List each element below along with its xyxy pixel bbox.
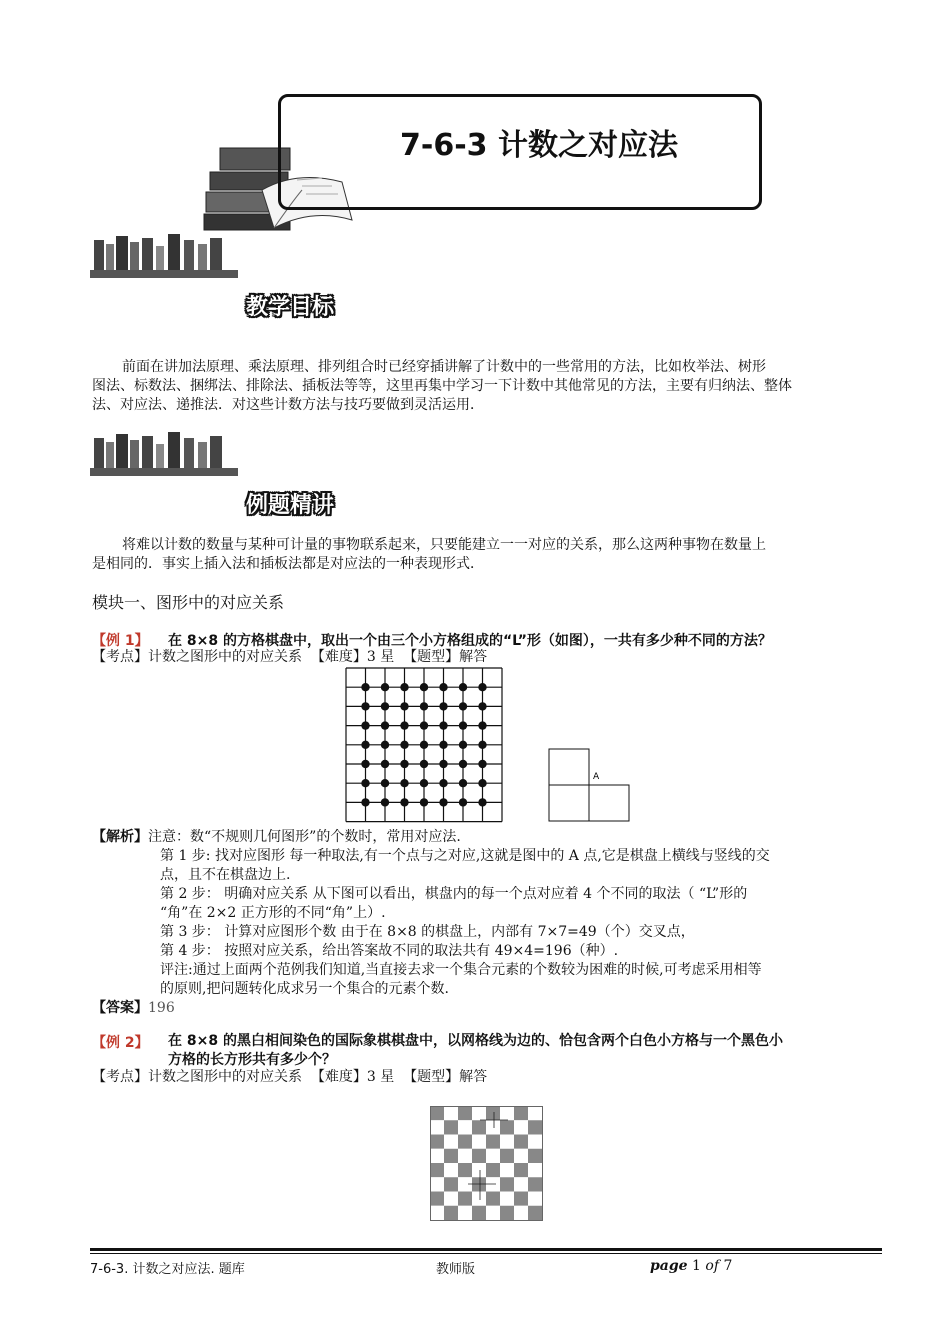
intersection-dot xyxy=(400,798,408,806)
intersection-dot xyxy=(439,741,447,749)
intro-line: 法、对应法、递推法．对这些计数方法与技巧要做到灵活运用． xyxy=(92,397,484,413)
analysis-line: 第 1 步: 找对应图形 每一种取法,有一个点与之对应,这就是图中的 A 点,它是棋盘上横线与竖线的交 xyxy=(160,848,770,864)
intersection-dot xyxy=(439,683,447,691)
analysis-line: 点，且不在棋盘边上. xyxy=(160,867,291,883)
checker-square xyxy=(528,1177,542,1191)
checker-square xyxy=(528,1106,542,1120)
checker-square xyxy=(458,1120,472,1134)
checker-square xyxy=(500,1120,514,1134)
footer-rule xyxy=(90,1253,882,1254)
intersection-dot xyxy=(420,683,428,691)
intersection-dot xyxy=(420,721,428,729)
checker-square xyxy=(458,1192,472,1206)
checker-square xyxy=(500,1192,514,1206)
lead-paragraph xyxy=(92,536,892,574)
checker-square xyxy=(458,1135,472,1149)
analysis-line: “角”在 2×2 正方形的不同“角”上）. xyxy=(160,905,386,921)
checker-square xyxy=(514,1163,528,1177)
checker-square xyxy=(500,1106,514,1120)
intersection-dot xyxy=(478,741,486,749)
answer-tag: 【答案】 xyxy=(92,1000,148,1016)
intersection-dot xyxy=(459,779,467,787)
checker-square xyxy=(528,1206,542,1220)
checker-square xyxy=(472,1120,486,1134)
intersection-dot xyxy=(361,702,369,710)
question-line: 在 8×8 的黑白相间染色的国际象棋棋盘中，以网格线为边的、恰包含两个白色小方格与一个黑色小 xyxy=(168,1033,783,1049)
lead-line: 将难以计数的数量与某种可计量的事物联系起来，只要能建立一一对应的关系，那么这两种事物在数量上 xyxy=(122,537,766,553)
checker-square xyxy=(444,1149,458,1163)
lead-line: 是相同的．事实上插入法和插板法都是对应法的一种表现形式． xyxy=(92,556,484,572)
intersection-dot xyxy=(478,683,486,691)
module-heading: 模块一、图形中的对应关系 xyxy=(92,593,285,612)
intro-paragraph xyxy=(92,358,892,415)
checker-square xyxy=(444,1163,458,1177)
checker-square xyxy=(486,1163,500,1177)
checker-square xyxy=(500,1177,514,1191)
checker-square xyxy=(444,1120,458,1134)
intersection-dot xyxy=(400,760,408,768)
intersection-dot xyxy=(381,760,389,768)
intersection-dot xyxy=(478,721,486,729)
checker-square xyxy=(514,1120,528,1134)
intersection-dot xyxy=(400,779,408,787)
example-1-question: 在 8×8 的方格棋盘中，取出一个由三个小方格组成的“L”形（如图），一共有多少种不同的方法？ xyxy=(168,633,772,649)
checker-square xyxy=(500,1163,514,1177)
example-2-tag: 【例 2】 xyxy=(92,1035,149,1051)
intersection-dot xyxy=(381,798,389,806)
analysis-line: 第 4 步： 按照对应关系，给出答案故不同的取法共有 49×4=196（种）. xyxy=(160,943,619,959)
checker-square xyxy=(486,1192,500,1206)
shelf-books-icon xyxy=(90,232,238,280)
intersection-dot xyxy=(459,741,467,749)
checker-square xyxy=(458,1163,472,1177)
checker-square xyxy=(444,1192,458,1206)
checker-square xyxy=(430,1177,444,1191)
checker-square xyxy=(430,1149,444,1163)
checker-square xyxy=(430,1163,444,1177)
section-examples-label: 例题精讲 xyxy=(246,493,335,518)
checker-square xyxy=(430,1120,444,1134)
checker-square xyxy=(528,1163,542,1177)
page-title: 7-6-3 计数之对应法 xyxy=(400,128,678,163)
footer-rule xyxy=(90,1248,882,1251)
checker-square xyxy=(458,1149,472,1163)
checker-square xyxy=(430,1192,444,1206)
checker-square xyxy=(500,1206,514,1220)
point-a-label: A xyxy=(593,772,600,782)
checker-square xyxy=(514,1149,528,1163)
checker-square xyxy=(528,1135,542,1149)
intro-line: 前面在讲加法原理、乘法原理、排列组合时已经穿插讲解了计数中的一些常用的方法，比如枚举法、树形 xyxy=(122,359,766,375)
checker-square xyxy=(514,1177,528,1191)
checker-square xyxy=(472,1163,486,1177)
intersection-dot xyxy=(381,683,389,691)
intersection-dot xyxy=(361,683,369,691)
intersection-dot xyxy=(361,760,369,768)
checker-square xyxy=(444,1106,458,1120)
section-goal-label: 教学目标 xyxy=(246,295,335,320)
example-2-meta: 【考点】计数之图形中的对应关系 【难度】3 星 【题型】解答 xyxy=(92,1069,488,1085)
intersection-dot xyxy=(361,798,369,806)
intersection-dot xyxy=(478,798,486,806)
example-2-question xyxy=(168,1032,783,1070)
intersection-dot xyxy=(381,779,389,787)
analysis-tag: 【解析】 xyxy=(92,829,148,845)
checker-square xyxy=(514,1192,528,1206)
intersection-dot xyxy=(400,683,408,691)
footer-page-number: page 1 of 7 xyxy=(650,1258,733,1274)
intersection-dot xyxy=(459,683,467,691)
checker-square xyxy=(444,1135,458,1149)
intersection-dot xyxy=(439,702,447,710)
intersection-dot xyxy=(400,702,408,710)
checker-square xyxy=(514,1106,528,1120)
example-1-analysis xyxy=(92,828,892,1018)
intersection-dot xyxy=(478,779,486,787)
chessboard-dots-figure xyxy=(344,666,504,824)
checker-square xyxy=(444,1206,458,1220)
checker-square xyxy=(486,1135,500,1149)
checker-square xyxy=(458,1106,472,1120)
intersection-dot xyxy=(361,741,369,749)
intersection-dot xyxy=(459,702,467,710)
checker-square xyxy=(528,1192,542,1206)
intersection-dot xyxy=(439,721,447,729)
intersection-dot xyxy=(420,798,428,806)
intersection-dot xyxy=(361,779,369,787)
analysis-line: 的原则,把问题转化成求另一个集合的元素个数. xyxy=(160,981,449,997)
intersection-dot xyxy=(478,760,486,768)
example-1-tag: 【例 1】 xyxy=(92,633,149,649)
question-line: 方格的长方形共有多少个？ xyxy=(168,1052,336,1068)
checker-square xyxy=(472,1135,486,1149)
footer-edition: 教师版 xyxy=(436,1262,476,1277)
analysis-line: 评注:通过上面两个范例我们知道,当直接去求一个集合元素的个数较为困难的时候,可考虑采用相等 xyxy=(160,962,762,978)
checker-square xyxy=(472,1106,486,1120)
checker-square xyxy=(486,1120,500,1134)
checker-square xyxy=(486,1206,500,1220)
checker-square xyxy=(472,1206,486,1220)
intersection-dot xyxy=(439,779,447,787)
example-1-meta: 【考点】计数之图形中的对应关系 【难度】3 星 【题型】解答 xyxy=(92,649,488,665)
checker-square xyxy=(472,1192,486,1206)
checker-square xyxy=(458,1206,472,1220)
checker-square xyxy=(430,1206,444,1220)
intersection-dot xyxy=(420,741,428,749)
intersection-dot xyxy=(381,721,389,729)
l-shape-figure xyxy=(548,748,632,822)
intersection-dot xyxy=(420,702,428,710)
checker-square xyxy=(500,1135,514,1149)
checker-square xyxy=(486,1106,500,1120)
intersection-dot xyxy=(478,702,486,710)
answer-value: 196 xyxy=(148,1000,175,1016)
checker-square xyxy=(430,1106,444,1120)
checkerboard-figure xyxy=(430,1106,544,1222)
analysis-line: 注意：数“不规则几何图形”的个数时，常用对应法. xyxy=(148,829,461,845)
intersection-dot xyxy=(381,702,389,710)
intersection-dot xyxy=(420,760,428,768)
checker-square xyxy=(444,1177,458,1191)
checker-square xyxy=(486,1149,500,1163)
intersection-dot xyxy=(420,779,428,787)
intersection-dot xyxy=(400,741,408,749)
checker-square xyxy=(528,1149,542,1163)
intersection-dot xyxy=(439,798,447,806)
analysis-line: 第 3 步： 计算对应图形个数 由于在 8×8 的棋盘上，内部有 7×7=49（个）交叉点， xyxy=(160,924,695,940)
checker-square xyxy=(514,1206,528,1220)
intersection-dot xyxy=(459,721,467,729)
shelf-books-icon xyxy=(90,430,238,478)
checker-square xyxy=(500,1149,514,1163)
checker-square xyxy=(528,1120,542,1134)
intersection-dot xyxy=(381,741,389,749)
checker-square xyxy=(514,1135,528,1149)
analysis-line: 第 2 步： 明确对应关系 从下图可以看出，棋盘内的每一个点对应着 4 个不同的取法（ “L”形的 xyxy=(160,886,748,902)
intersection-dot xyxy=(439,760,447,768)
intersection-dot xyxy=(459,760,467,768)
intersection-dot xyxy=(459,798,467,806)
checker-square xyxy=(430,1135,444,1149)
footer-source: 7-6-3. 计数之对应法. 题库 xyxy=(90,1262,245,1277)
intersection-dot xyxy=(361,721,369,729)
intersection-dot xyxy=(400,721,408,729)
checker-square xyxy=(472,1149,486,1163)
intro-line: 图法、标数法、捆绑法、排除法、插板法等等，这里再集中学习一下计数中其他常见的方法，主要有归纳法、整体 xyxy=(92,378,792,394)
